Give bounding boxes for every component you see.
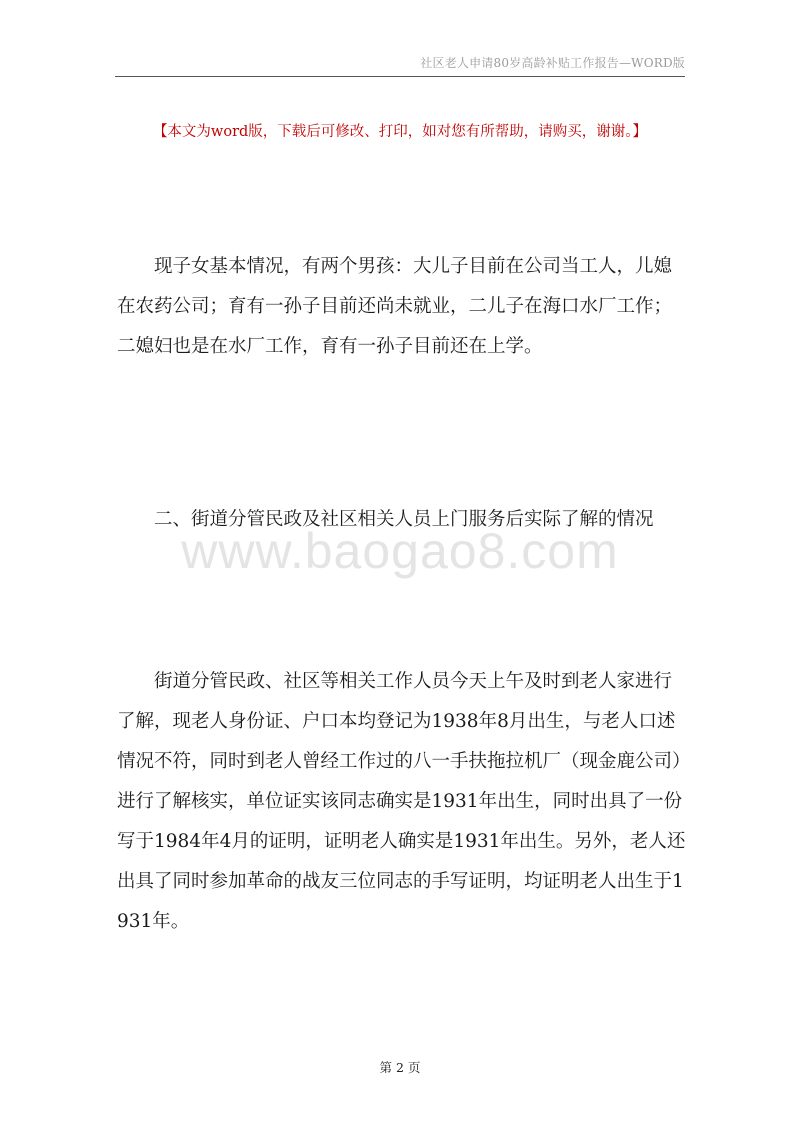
paragraph-children-info: 现子女基本情况，有两个男孩：大儿子目前在公司当工人，儿媳在农药公司；育有一孙子目前还尚未就业，二儿子在海口水厂工作；二媳妇也是在水厂工作，育有一孙子目前还在上学。 <box>117 256 673 357</box>
purchase-notice: 【本文为word版，下载后可修改、打印，如对您有所帮助，请购买，谢谢。】 <box>152 124 648 140</box>
paragraph-verification: 街道分管民政、社区等相关工作人员今天上午及时到老人家进行了解，现老人身份证、户口本均登记为1938年8月出生，与老人口述情况不符，同时到老人曾经工作过的八一手扶拖拉机厂（现金鹿公司）进行了解核实，单位证实该同志确实是1931年出生，同时出具了一份写于1984年4月的证明，证明老人确实是1931年出生。另外，老人还出具了同时参加革命的战友三位同志的手写证明，均证明老人出生于1931年。 <box>117 671 686 932</box>
section-heading-2: 二、街道分管民政及社区相关人员上门服务后实际了解的情况 <box>154 509 654 530</box>
running-header: 社区老人申请80岁高龄补贴工作报告—WORD版 <box>420 56 685 70</box>
watermark: www.baogao8.com <box>181 523 619 579</box>
header-divider <box>115 76 685 77</box>
page-number: 第 2 页 <box>379 1060 421 1075</box>
